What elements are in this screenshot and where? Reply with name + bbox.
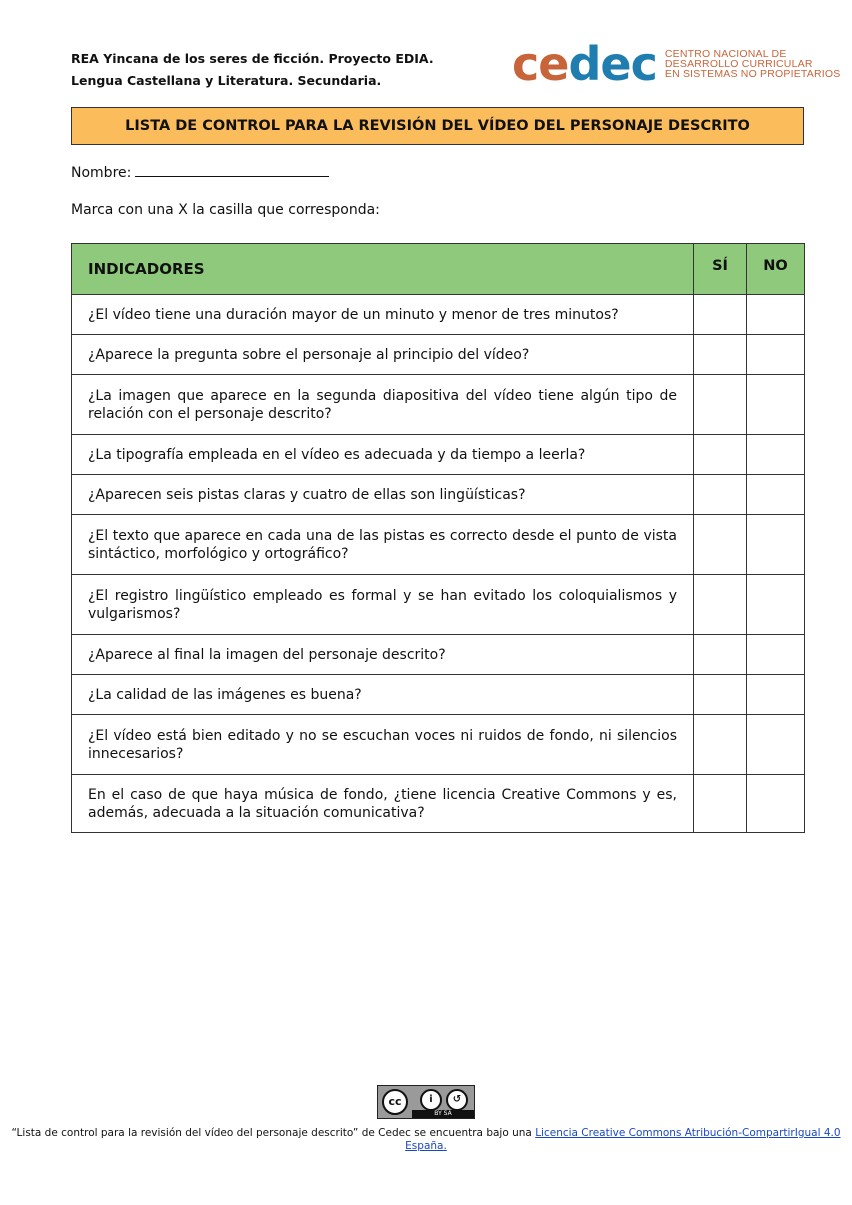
indicator-text: ¿La calidad de las imágenes es buena? [72, 675, 694, 715]
no-checkbox-cell[interactable] [747, 435, 805, 475]
logo-tagline-1: CENTRO NACIONAL DE [664, 48, 787, 60]
table-row [72, 575, 805, 635]
indicator-text: ¿El vídeo tiene una duración mayor de un minuto y menor de tres minutos? [72, 295, 694, 335]
yes-checkbox-cell[interactable] [694, 515, 747, 575]
checklist-table [71, 243, 805, 833]
badge-strip: BY SA [412, 1110, 474, 1118]
cc-license-badge[interactable] [377, 1085, 475, 1119]
indicator-text: ¿El registro lingüístico empleado es formal y se han evitado los coloquialismos y vulgarismos? [72, 575, 694, 635]
table-row [72, 715, 805, 775]
no-checkbox-cell[interactable] [747, 335, 805, 375]
indicator-text: ¿La tipografía empleada en el vídeo es adecuada y da tiempo a leerla? [72, 435, 694, 475]
cedec-logo [512, 37, 841, 91]
no-checkbox-cell[interactable] [747, 375, 805, 435]
indicator-text: ¿El vídeo está bien editado y no se escuchan voces ni ruidos de fondo, ni silencios innecesarios? [72, 715, 694, 775]
header-line-2: Lengua Castellana y Literatura. Secundaria. [71, 73, 382, 88]
no-checkbox-cell[interactable] [747, 515, 805, 575]
table-row [72, 775, 805, 833]
document-header [71, 48, 434, 92]
indicator-text: ¿La imagen que aparece en la segunda diapositiva del vídeo tiene algún tipo de relación con el personaje descrito? [72, 375, 694, 435]
cc-icon: cc [382, 1089, 408, 1115]
indicator-text: ¿Aparecen seis pistas claras y cuatro de ellas son lingüísticas? [72, 475, 694, 515]
instruction-text: Marca con una X la casilla que corresponda: [71, 202, 380, 218]
yes-checkbox-cell[interactable] [694, 435, 747, 475]
yes-checkbox-cell[interactable] [694, 335, 747, 375]
logo-tagline [665, 49, 841, 79]
yes-checkbox-cell[interactable] [694, 715, 747, 775]
license-text-prefix: “Lista de control para la revisión del vídeo del personaje descrito” de Cedec se encuentra bajo una [11, 1127, 536, 1139]
no-checkbox-cell[interactable] [747, 675, 805, 715]
no-checkbox-cell[interactable] [747, 715, 805, 775]
table-row [72, 375, 805, 435]
sa-icon: ↺ [446, 1089, 468, 1111]
logo-tagline-3: EN SISTEMAS NO PROPIETARIOS [664, 68, 841, 80]
no-checkbox-cell[interactable] [747, 295, 805, 335]
no-checkbox-cell[interactable] [747, 575, 805, 635]
table-header-row [72, 244, 805, 295]
yes-checkbox-cell[interactable] [694, 775, 747, 833]
indicator-text: ¿Aparece la pregunta sobre el personaje al principio del vídeo? [72, 335, 694, 375]
yes-checkbox-cell[interactable] [694, 675, 747, 715]
indicator-text: ¿Aparece al final la imagen del personaje descrito? [72, 635, 694, 675]
table-row [72, 475, 805, 515]
logo-wordmark [512, 37, 657, 91]
yes-checkbox-cell[interactable] [694, 295, 747, 335]
header-line-1: REA Yincana de los seres de ficción. Proyecto EDIA. [71, 51, 434, 66]
no-checkbox-cell[interactable] [747, 475, 805, 515]
table-row [72, 435, 805, 475]
header-yes: SÍ [694, 244, 747, 295]
yes-checkbox-cell[interactable] [694, 375, 747, 435]
yes-checkbox-cell[interactable] [694, 635, 747, 675]
yes-checkbox-cell[interactable] [694, 575, 747, 635]
no-checkbox-cell[interactable] [747, 775, 805, 833]
indicator-text: ¿El texto que aparece en cada una de las pistas es correcto desde el punto de vista sintáctico, morfológico y ortográfico? [72, 515, 694, 575]
no-checkbox-cell[interactable] [747, 635, 805, 675]
yes-checkbox-cell[interactable] [694, 475, 747, 515]
page-title: LISTA DE CONTROL PARA LA REVISIÓN DEL VÍDEO DEL PERSONAJE DESCRITO [71, 107, 804, 145]
table-row [72, 635, 805, 675]
table-row [72, 335, 805, 375]
name-field [71, 162, 329, 181]
by-icon: i [420, 1089, 442, 1111]
table-row [72, 515, 805, 575]
license-link[interactable]: Licencia Creative Commons Atribución-CompartirIgual 4.0 España. [405, 1127, 841, 1152]
name-label: Nombre: [71, 165, 132, 181]
name-blank-line[interactable] [135, 162, 329, 177]
header-no: NO [747, 244, 805, 295]
logo-word-part-1: ce [512, 37, 569, 91]
indicator-text: En el caso de que haya música de fondo, ¿tiene licencia Creative Commons y es, además, adecuada a la situación comunicativa? [72, 775, 694, 833]
table-row [72, 675, 805, 715]
footer [0, 1085, 852, 1153]
logo-word-part-2: dec [568, 37, 657, 91]
logo-tagline-2: DESARROLLO CURRICULAR [664, 58, 813, 70]
header-indicators: INDICADORES [72, 244, 694, 295]
table-row [72, 295, 805, 335]
license-text [0, 1127, 852, 1153]
